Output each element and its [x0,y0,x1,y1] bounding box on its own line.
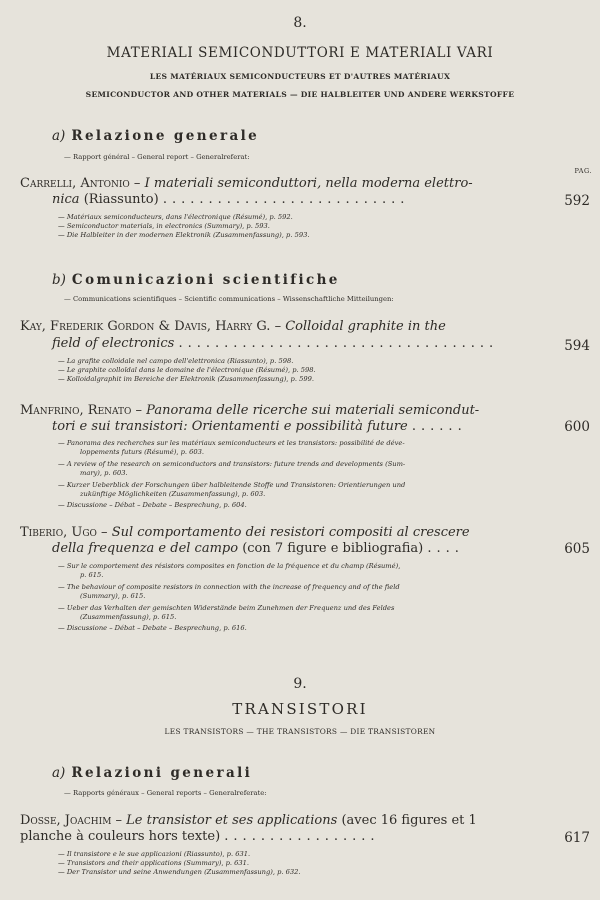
entry-translation: — Panorama des recherches sur les matériaux semiconducteurs et les transistors: possibilité de déve- [58,439,405,447]
entry-translation: — Transistors and their applications (Summary), p. 631. [58,859,250,867]
section-subtitle: LES TRANSISTORS — THE TRANSISTORS — DIE TRANSISTOREN [164,727,436,736]
entry-suffix: (con 7 figure e bibliografia) [242,541,424,556]
entry-author: Tiberio, Ugo [20,525,97,540]
entry-translation: — Il transistore e le sue applicazioni (Riassunto), p. 631. [58,850,251,858]
entry-title: Colloidal graphite in the [285,319,446,334]
subsection-translations: — Rapport général – General report – Generalreferat: [64,153,250,161]
subsection-heading [52,128,259,144]
section-number: 8. [293,15,307,31]
toc-entry: Tiberio, Ugo – Sul comportamento dei resistori compositi al crescere [20,525,470,540]
toc-entry: Carrelli, Antonio – I materiali semiconduttori, nella moderna elettro- [20,176,473,191]
subsection-title: Relazione generale [71,128,260,144]
section-number: 9. [293,676,307,692]
entry-translation: — Le graphite colloïdal dans le domaine de l'électronique (Résumé), p. 598. [58,366,316,374]
subsection-letter: b) [52,272,66,288]
entry-translation: zukünftige Möglichkeiten (Zusammenfassung), p. 603. [80,490,266,498]
subsection-heading [52,272,340,288]
entry-author: Dosse, Joachim [20,813,112,828]
entry-author: Manfrino, Renato [20,403,132,418]
entry-translation: (Summary), p. 615. [80,592,146,600]
entry-author: Carrelli, Antonio [20,176,130,191]
entry-title-line2: della frequenza e del campo [52,541,239,556]
subsection-translations: — Rapports généraux – General reports – Generalreferate: [64,789,267,797]
subsection-letter: a) [52,765,66,781]
entry-title: I materiali semiconduttori, nella moderna elettro- [144,176,473,191]
entry-suffix: (avec 16 figures et 1 [341,813,477,828]
subsection-translations: — Communications scientifiques – Scientific communications – Wissenschaftliche Mitteilungen: [64,295,394,303]
entry-translation: — Sur le comportement des résistors composites en fonction de la fréquence et du champ (Résumé), [58,562,401,570]
section-title: MATERIALI SEMICONDUTTORI E MATERIALI VARI [106,45,494,61]
entry-title-line2: tori e sui transistori: Orientamenti e possibilità future [52,419,408,434]
entry-translation: — Semiconductor materials, in electronics (Summary), p. 593. [58,222,270,230]
entry-translation: — Ueber das Verhalten der gemischten Widerstände beim Zunehmen der Frequenz und des Feldes [58,604,395,612]
section-title: TRANSISTORI [232,700,368,718]
entry-translation: — La grafite colloidale nel campo dell'elettronica (Riassunto), p. 598. [58,357,294,365]
entry-translation: p. 615. [80,571,104,579]
entry-suffix: (Riassunto) [83,192,159,207]
entry-translation: — Die Halbleiter in der modernen Elektronik (Zusammenfassung), p. 593. [58,231,310,239]
page-column-label: PAG. [574,167,592,175]
entry-translation: — Discussione – Débat – Debate – Besprechung, p. 604. [58,501,247,509]
subsection-title: Comunicazioni scientifiche [71,272,340,288]
entry-translation: — Der Transistor und seine Anwendungen (Zusammenfassung), p. 632. [58,868,301,876]
subsection-letter: a) [52,128,66,144]
entry-author: Kay, Frederik Gordon & Davis, Harry G. [20,319,271,334]
entry-title: Panorama delle ricerche sui materiali semicondut- [146,403,480,418]
entry-title: Sul comportamento dei resistori compositi al crescere [111,525,470,540]
leader-dots: .... [427,541,464,556]
leader-dots: ...... [411,419,467,434]
leader-dots: ........................... [162,192,410,207]
entry-title-cont [20,829,380,844]
entry-page-number: 592 [564,193,590,209]
entry-translation: — Kurzer Ueberblick der Forschungen über halbleitende Stoffe und Transistoren: Orientierungen und [58,481,406,489]
entry-page-number: 594 [564,338,590,354]
subsection-title: Relazioni generali [71,765,253,781]
entry-title-line2: field of electronics [52,336,175,351]
section-subtitle-fr: LES MATÉRIAUX SEMICONDUCTEURS ET D'AUTRES MATÉRIAUX [149,72,451,81]
entry-title-cont [52,541,464,556]
entry-title-cont [52,419,467,434]
entry-line2: planche à couleurs hors texte) [20,829,221,844]
entry-translation: mary), p. 603. [80,469,128,477]
leader-dots: ................. [224,829,380,844]
toc-entry: Dosse, Joachim – Le transistor et ses applications (avec 16 figures et 1 [20,813,477,828]
entry-page-number: 605 [564,541,590,557]
entry-translation: (Zusammenfassung), p. 615. [80,613,177,621]
entry-title: Le transistor et ses applications [126,813,338,828]
toc-entry: Manfrino, Renato – Panorama delle ricerche sui materiali semicondut- [20,403,480,418]
entry-translation: — The behaviour of composite resistors in connection with the increase of frequency and of the field [58,583,400,591]
toc-entry: Kay, Frederik Gordon & Davis, Harry G. – Colloidal graphite in the [20,319,446,334]
entry-translation: — Discussione – Débat – Debate – Besprechung, p. 616. [58,624,247,632]
entry-translation: loppements futurs (Résumé), p. 603. [80,448,204,456]
entry-page-number: 600 [564,419,590,435]
entry-page-number: 617 [564,830,590,846]
entry-title-line2: nica [52,192,80,207]
leader-dots: ................................... [178,336,499,351]
section-subtitle-en-de: SEMICONDUCTOR AND OTHER MATERIALS — DIE HALBLEITER UND ANDERE WERKSTOFFE [85,90,515,99]
entry-title-cont [52,192,409,207]
subsection-heading [52,765,252,781]
entry-translation: — Matériaux semiconducteurs, dans l'électronique (Résumé), p. 592. [58,213,293,221]
entry-translation: — Kolloidalgraphit im Bereiche der Elektronik (Zusammenfassung), p. 599. [58,375,314,383]
entry-title-cont [52,336,498,351]
entry-translation: — A review of the research on semiconductors and transistors: future trends and developments (Sum- [58,460,406,468]
